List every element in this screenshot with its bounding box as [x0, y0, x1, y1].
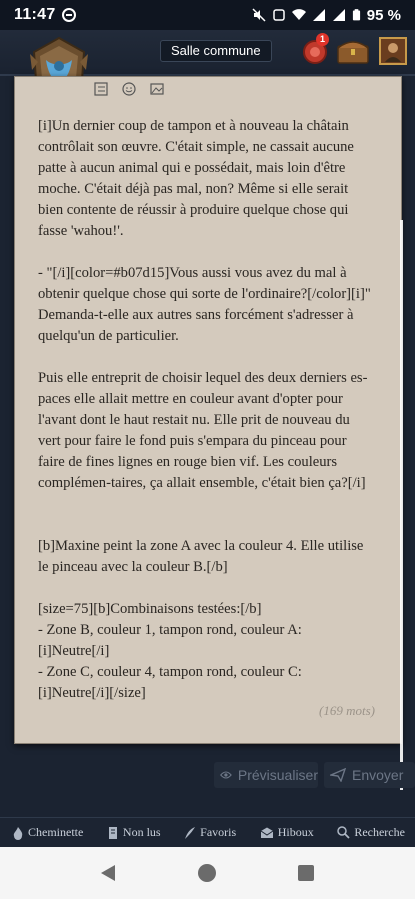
paragraph: - "[/i][color=#b07d15]Vous aussi vous avez du mal à obtenir quelque chose qui sorte de l'ordinaire?[/color][i]" Demanda-t-elle aux autres sans forcément s'adresser à quelqu'un de particulier. — [38, 265, 371, 344]
status-bar — [0, 0, 415, 30]
nav-non-lus[interactable]: Non lus — [107, 825, 161, 840]
profile-portrait-icon[interactable] — [378, 36, 408, 66]
nav-recherche[interactable]: Recherche — [337, 825, 405, 840]
status-icons — [252, 7, 401, 24]
send-button[interactable] — [324, 762, 415, 788]
search-icon — [337, 826, 350, 839]
wifi-icon — [292, 8, 306, 22]
scrollbar[interactable] — [400, 220, 403, 790]
smiley-icon[interactable] — [122, 82, 136, 96]
envelope-icon — [260, 827, 274, 839]
quill-icon — [184, 826, 196, 840]
signal-icon-2 — [332, 8, 346, 22]
word-count: (169 mots) — [319, 703, 375, 718]
nfc-icon — [272, 8, 286, 22]
list-icon[interactable] — [94, 82, 108, 96]
send-icon — [330, 768, 346, 782]
paragraph: Puis elle entreprit de choisir lequel des deux derniers es-paces elle allait mettre en couleur avant d'opter pour l'avant dont le haut restait nu. Elle prit de nouveau du vert pour faire le fond puis s'empara du pinceau pour faire de fines lignes en rouge bien vif. Les couleurs complémen-taires, ça allait ensemble, c'était bien ça?[/i] — [38, 370, 368, 491]
paragraph: [b]Maxine peint la zone A avec la couleur 4. Elle utilise le pinceau avec la couleur B.[/b] — [38, 538, 364, 575]
recent-apps-icon[interactable] — [298, 865, 314, 881]
preview-label: Prévisualiser — [237, 767, 318, 783]
send-label: Envoyer — [352, 767, 404, 783]
nav-cheminette[interactable]: Cheminette — [12, 825, 83, 840]
paragraph: [size=75][b]Combinaisons testées:[/b] — [38, 601, 262, 617]
paragraph: - Zone C, couleur 4, tampon rond, couleur C: [i]Neutre[/i][/size] — [38, 664, 302, 701]
clock: 11:47 — [14, 6, 56, 23]
paragraph: - Zone B, couleur 1, tampon rond, couleur A: [i]Neutre[/i] — [38, 622, 302, 659]
treasure-chest-icon[interactable] — [336, 36, 370, 66]
message-text[interactable] — [38, 116, 374, 704]
home-icon[interactable] — [198, 864, 216, 882]
paragraph: [i]Un dernier coup de tampon et à nouveau la châtain contrôlait son œuvre. C'était simple, ne cassait aucune patte à aucun animal qui e possédait, mais loin d'être moche. C'était déjà pas mal, non? Même si elle serait bien contente de réussir à produire quelque chose qui fasse 'wahou!'. — [38, 118, 354, 239]
preview-button[interactable] — [214, 762, 318, 788]
android-navigation-bar — [0, 847, 415, 899]
editor-toolbar — [14, 76, 402, 102]
eye-icon — [220, 769, 232, 781]
notification-badge: 1 — [316, 33, 329, 46]
image-icon[interactable] — [150, 82, 164, 96]
fire-icon — [12, 826, 24, 840]
battery-icon — [352, 8, 361, 22]
mute-icon — [252, 8, 266, 22]
back-icon[interactable] — [99, 864, 117, 882]
battery-level: 95 % — [366, 6, 401, 24]
nav-favoris[interactable]: Favoris — [184, 825, 236, 840]
nav-hiboux[interactable]: Hiboux — [260, 825, 314, 840]
do-not-disturb-icon — [62, 8, 76, 22]
bottom-navigation — [0, 817, 415, 847]
signal-icon — [312, 8, 326, 22]
scroll-icon — [107, 826, 119, 840]
room-label[interactable]: Salle commune — [160, 40, 272, 62]
